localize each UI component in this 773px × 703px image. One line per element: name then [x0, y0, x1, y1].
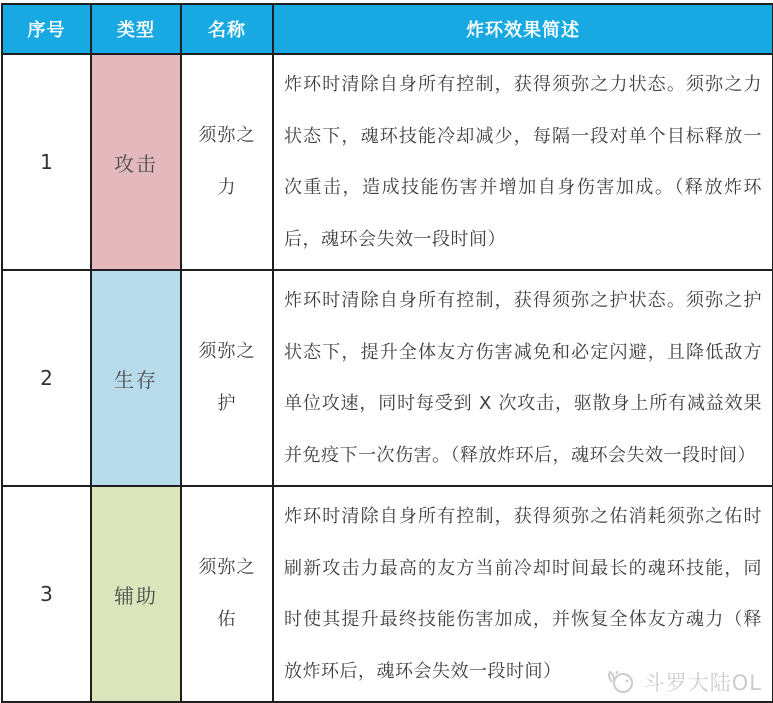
table-row	[2, 54, 773, 270]
row-index-cell: 3	[2, 486, 91, 702]
name-line: 力	[217, 177, 237, 198]
header-index: 序号	[2, 4, 91, 54]
name-line: 护	[217, 393, 237, 414]
row-effect-cell	[273, 54, 773, 270]
name-line: 须弥之	[198, 341, 256, 362]
header-row	[2, 4, 773, 54]
header-name: 名称	[181, 4, 273, 54]
name-line: 须弥之	[198, 557, 256, 578]
row-name-cell	[181, 270, 273, 486]
row-type-cell: 辅助	[91, 486, 181, 702]
row-index-cell: 1	[2, 54, 91, 270]
watermark-text: 斗罗大陆OL	[643, 671, 762, 695]
header-type: 类型	[91, 4, 181, 54]
name-line: 佑	[217, 609, 237, 630]
effect-text: 炸环时清除自身所有控制，获得须弥之护状态。须弥之护状态下，提升全体友方伤害减免和必定闪避，且降低敌方单位攻速，同时每受到 X 次攻击，驱散身上所有减益效果并免疫下一次伤害。（释放炸环后，魂环会失效一段时间）	[284, 290, 762, 466]
row-effect-cell	[273, 270, 773, 486]
row-name-cell	[181, 54, 273, 270]
header-effect: 炸环效果简述	[273, 4, 773, 54]
row-effect-cell	[273, 486, 773, 702]
soul-ring-effect-table	[1, 3, 773, 703]
table-row	[2, 270, 773, 486]
table-row	[2, 486, 773, 702]
row-type-cell: 生存	[91, 270, 181, 486]
effect-text: 炸环时清除自身所有控制，获得须弥之佑消耗须弥之佑时刷新攻击力最高的友方当前冷却时间最长的魂环技能，同时使其提升最终技能伤害加成，并恢复全体友方魂力（释放炸环后，魂环会失效一段时间）	[284, 506, 762, 682]
row-name-cell	[181, 486, 273, 702]
row-index-cell: 2	[2, 270, 91, 486]
effect-text: 炸环时清除自身所有控制，获得须弥之力状态。须弥之力状态下，魂环技能冷却减少，每隔一段对单个目标释放一次重击，造成技能伤害并增加自身伤害加成。（释放炸环后，魂环会失效一段时间）	[284, 74, 762, 250]
row-type-cell: 攻击	[91, 54, 181, 270]
name-line: 须弥之	[198, 125, 256, 146]
